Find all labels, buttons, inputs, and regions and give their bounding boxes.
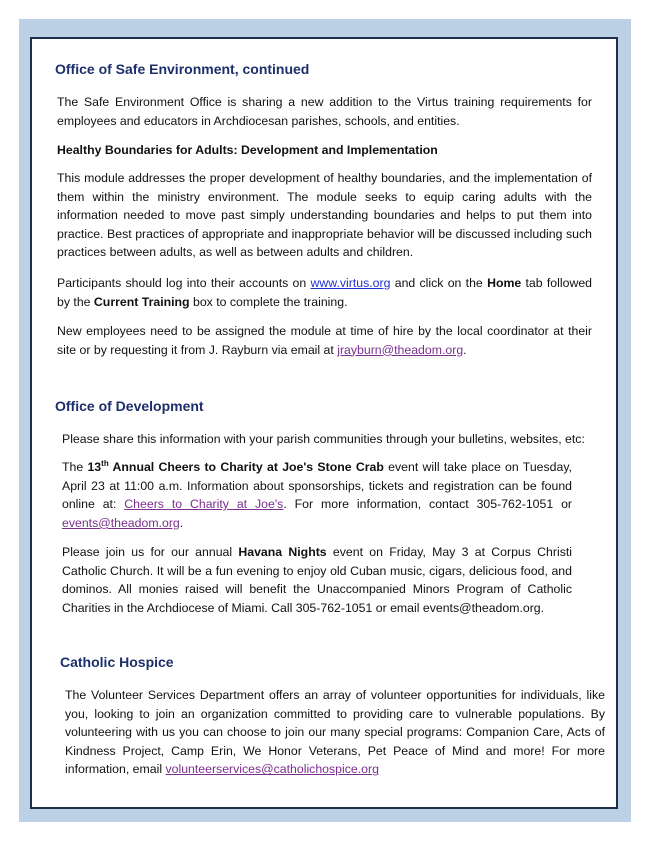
safe-env-login-instructions	[57, 274, 592, 311]
development-share-note: Please share this information with your parish communities through your bulletins, websites, etc:	[62, 432, 585, 446]
text: . For more information, contact 305-762-1051 or	[283, 497, 573, 512]
cheers-to-charity-link[interactable]: Cheers to Charity at Joe's	[124, 497, 284, 512]
safe-env-new-employees	[57, 322, 592, 359]
text: Please join us for our annual	[62, 545, 239, 559]
text: event will take place on Tuesday, April 23 at 11:00 a.m. Information about sponsorships, tickets and registration can be found online at:	[62, 460, 572, 512]
event-name	[87, 460, 383, 474]
text: .	[463, 342, 467, 357]
volunteer-services-email-link[interactable]: volunteerservices@catholichospice.org	[165, 762, 379, 777]
ordinal-suffix: th	[101, 458, 109, 468]
current-training-label: Current Training	[93, 294, 190, 309]
safe-env-module-title: Healthy Boundaries for Adults: Development and Implementation	[57, 143, 438, 157]
section-heading-catholic-hospice: Catholic Hospice	[60, 654, 174, 670]
text: The Volunteer Services Department offers an array of volunteer opportunities for individuals, like you, looking to join an organization committed to providing care to vulnerable populations. By volunteering with us you can choose to join our many special programs: Companion Care, Acts of Kindness Project, Camp Erin, We Honor Veterans, Pet Peace of Mind and more! For more information, email	[65, 688, 605, 777]
text: box to complete the training.	[189, 294, 348, 309]
text: Annual Cheers to Charity at Joe's Stone Crab	[108, 460, 384, 474]
cheers-to-charity-event	[62, 458, 572, 532]
hospice-volunteer-info	[65, 686, 605, 779]
text: Participants should log into their accounts on	[57, 276, 311, 290]
text: .	[179, 515, 184, 530]
text: The	[62, 460, 88, 474]
section-heading-development: Office of Development	[55, 398, 204, 414]
havana-nights-event	[62, 543, 572, 617]
text: event on Friday, May 3 at Corpus Christi Catholic Church. It will be a fun evening to enjoy old Cuban music, cigars, delicious food, and dominos. All monies raised will benefit the Unaccompanied Minors Program of Catholic Charities in the Archdiocese of Miami. Call 305-762-1051 or email events@theadom.org.	[62, 545, 573, 615]
section-heading-safe-environment: Office of Safe Environment, continued	[55, 61, 310, 77]
jrayburn-email-link[interactable]: jrayburn@theadom.org	[337, 342, 464, 357]
text: tab followed by the	[57, 276, 593, 309]
safe-env-module-description: This module addresses the proper development of healthy boundaries, and the implementation of them within the ministry environment. The module seeks to equip caring adults with the information needed to move past simply understanding boundaries and helps to put them into practice. Best practices of appropriate and inappropriate behavior will be discussed including such practices between adults, as well as between adults and children.	[57, 171, 592, 260]
event-name: Havana Nights	[238, 545, 327, 559]
home-tab-label: Home	[487, 276, 522, 290]
virtus-link[interactable]: www.virtus.org	[310, 276, 391, 290]
text: and click on the	[390, 276, 488, 290]
text: 13	[87, 460, 102, 474]
safe-env-intro: The Safe Environment Office is sharing a new addition to the Virtus training requirements for employees and educators in Archdiocesan parishes, schools, and entities.	[57, 95, 592, 128]
events-email-link[interactable]: events@theadom.org	[62, 515, 180, 530]
text: New employees need to be assigned the module at time of hire by the local coordinator at their site or by requesting it from J. Rayburn via email at	[57, 324, 592, 357]
